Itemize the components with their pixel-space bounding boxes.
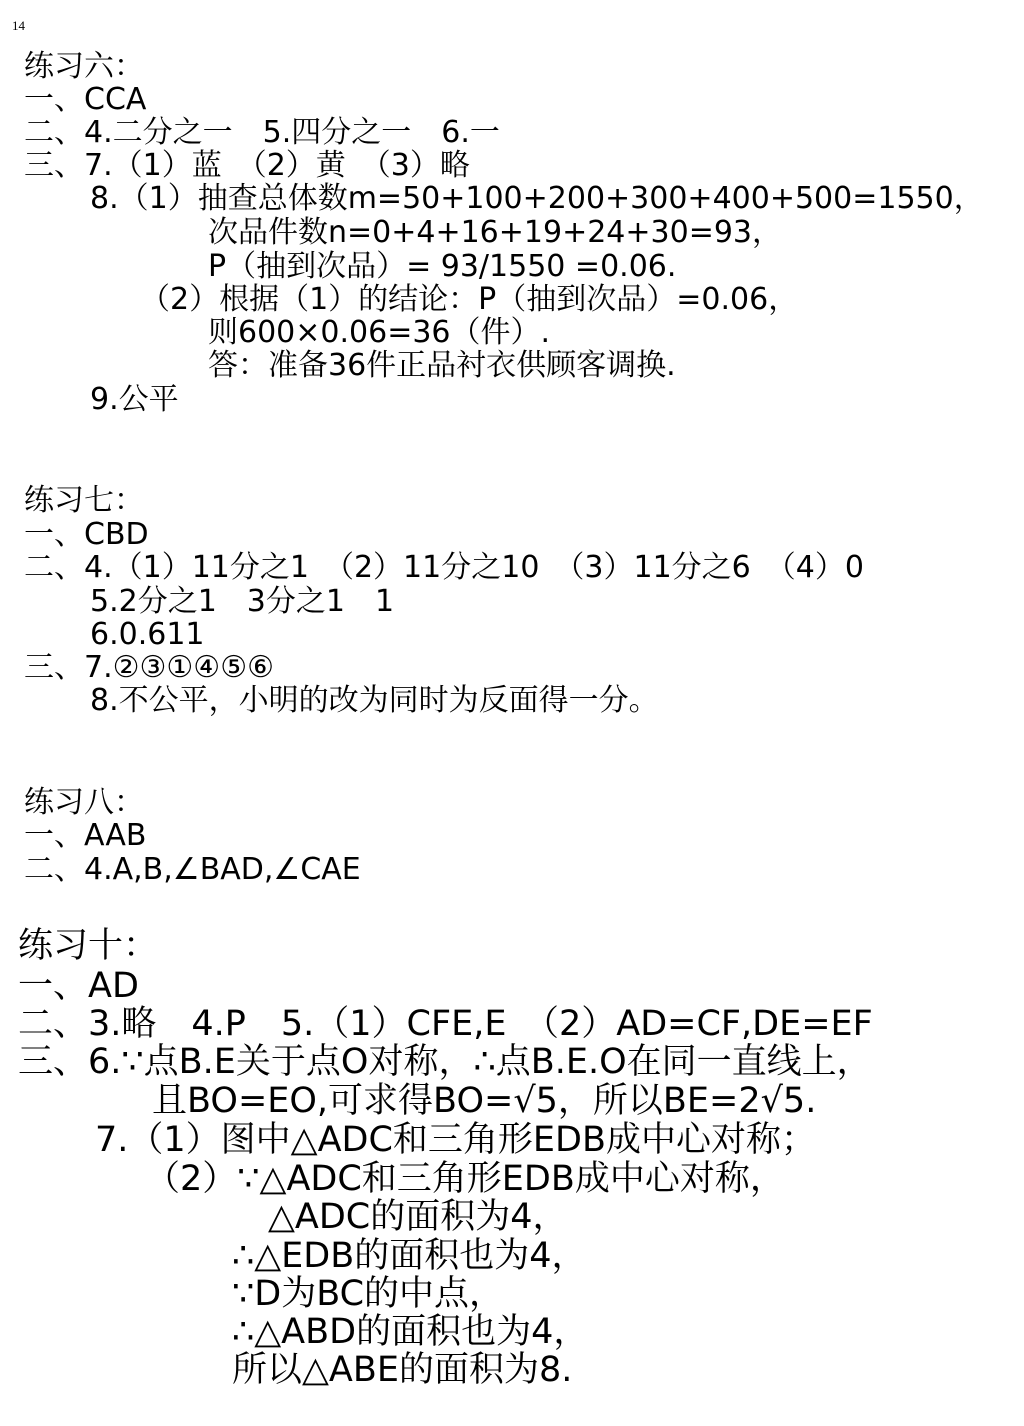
- exercise-6-line-7: （2）根据（1）的结论：P（抽到次品）=0.06，: [140, 282, 799, 317]
- exercise-7-line-4: 6.0.611: [90, 617, 205, 652]
- exercise-7-line-3: 5.2分之1 3分之1 1: [90, 584, 395, 619]
- exercise-6-line-5: 次品件数n=0+4+16+19+24+30=93，: [208, 215, 783, 250]
- exercise-10-line-11: 所以△ABE的面积为8.: [232, 1350, 573, 1390]
- exercise-10-line-2: 二、3.略 4.P 5.（1）CFE,E （2）AD=CF,DE=EF: [18, 1004, 873, 1044]
- exercise-7-line-1: 一、CBD: [24, 517, 149, 552]
- exercise-10-line-7: △ADC的面积为4，: [268, 1197, 568, 1237]
- page-number: 14: [12, 18, 25, 33]
- exercise-6-line-2: 二、4.二分之一 5.四分之一 6.一: [24, 115, 500, 150]
- exercise-6-line-4: 8.（1）抽查总体数m=50+100+200+300+400+500=1550，: [90, 181, 984, 216]
- exercise-8-line-1: 一、AAB: [24, 818, 147, 853]
- exercise-8-title: 练习八：: [24, 785, 144, 820]
- exercise-7-title: 练习七：: [24, 483, 144, 518]
- exercise-10-line-3: 三、6.∵点B.E关于点O对称，∴点B.E.O在同一直线上，: [18, 1042, 872, 1082]
- exercise-10-line-5: 7.（1）图中△ADC和三角形EDB成中心对称；: [95, 1120, 816, 1160]
- exercise-7-line-6: 8.不公平，小明的改为同时为反面得一分。: [90, 683, 659, 718]
- exercise-6-line-3: 三、7.（1）蓝 （2）黄 （3）略: [24, 148, 470, 183]
- exercise-10-line-4: 且BO=EO,可求得BO=√5，所以BE=2√5.: [152, 1081, 817, 1121]
- exercise-10-line-1: 一、AD: [18, 966, 139, 1006]
- exercise-10-line-8: ∴△EDB的面积也为4，: [232, 1236, 587, 1276]
- exercise-8-line-2: 二、4.A,B,∠BAD,∠CAE: [24, 852, 361, 887]
- exercise-10-line-9: ∵D为BC的中点，: [232, 1274, 505, 1314]
- exercise-10-line-6: （2）∵△ADC和三角形EDB成中心对称，: [145, 1159, 785, 1199]
- exercise-6-line-10: 9.公平: [90, 382, 179, 417]
- exercise-6-line-6: P（抽到次品）= 93/1550 =0.06.: [208, 249, 677, 284]
- exercise-6-line-8: 则600×0.06=36（件）.: [208, 315, 551, 350]
- exercise-6-title: 练习六：: [24, 49, 144, 84]
- exercise-10-line-10: ∴△ABD的面积也为4，: [232, 1312, 589, 1352]
- exercise-10-title: 练习十：: [18, 926, 159, 966]
- exercise-6-line-1: 一、CCA: [24, 82, 147, 117]
- exercise-6-line-9: 答：准备36件正品衬衣供顾客调换.: [208, 348, 676, 383]
- exercise-7-line-2: 二、4.（1）11分之1 （2）11分之10 （3）11分之6 （4）0: [24, 550, 864, 585]
- exercise-7-line-5: 三、7.②③①④⑤⑥: [24, 650, 274, 685]
